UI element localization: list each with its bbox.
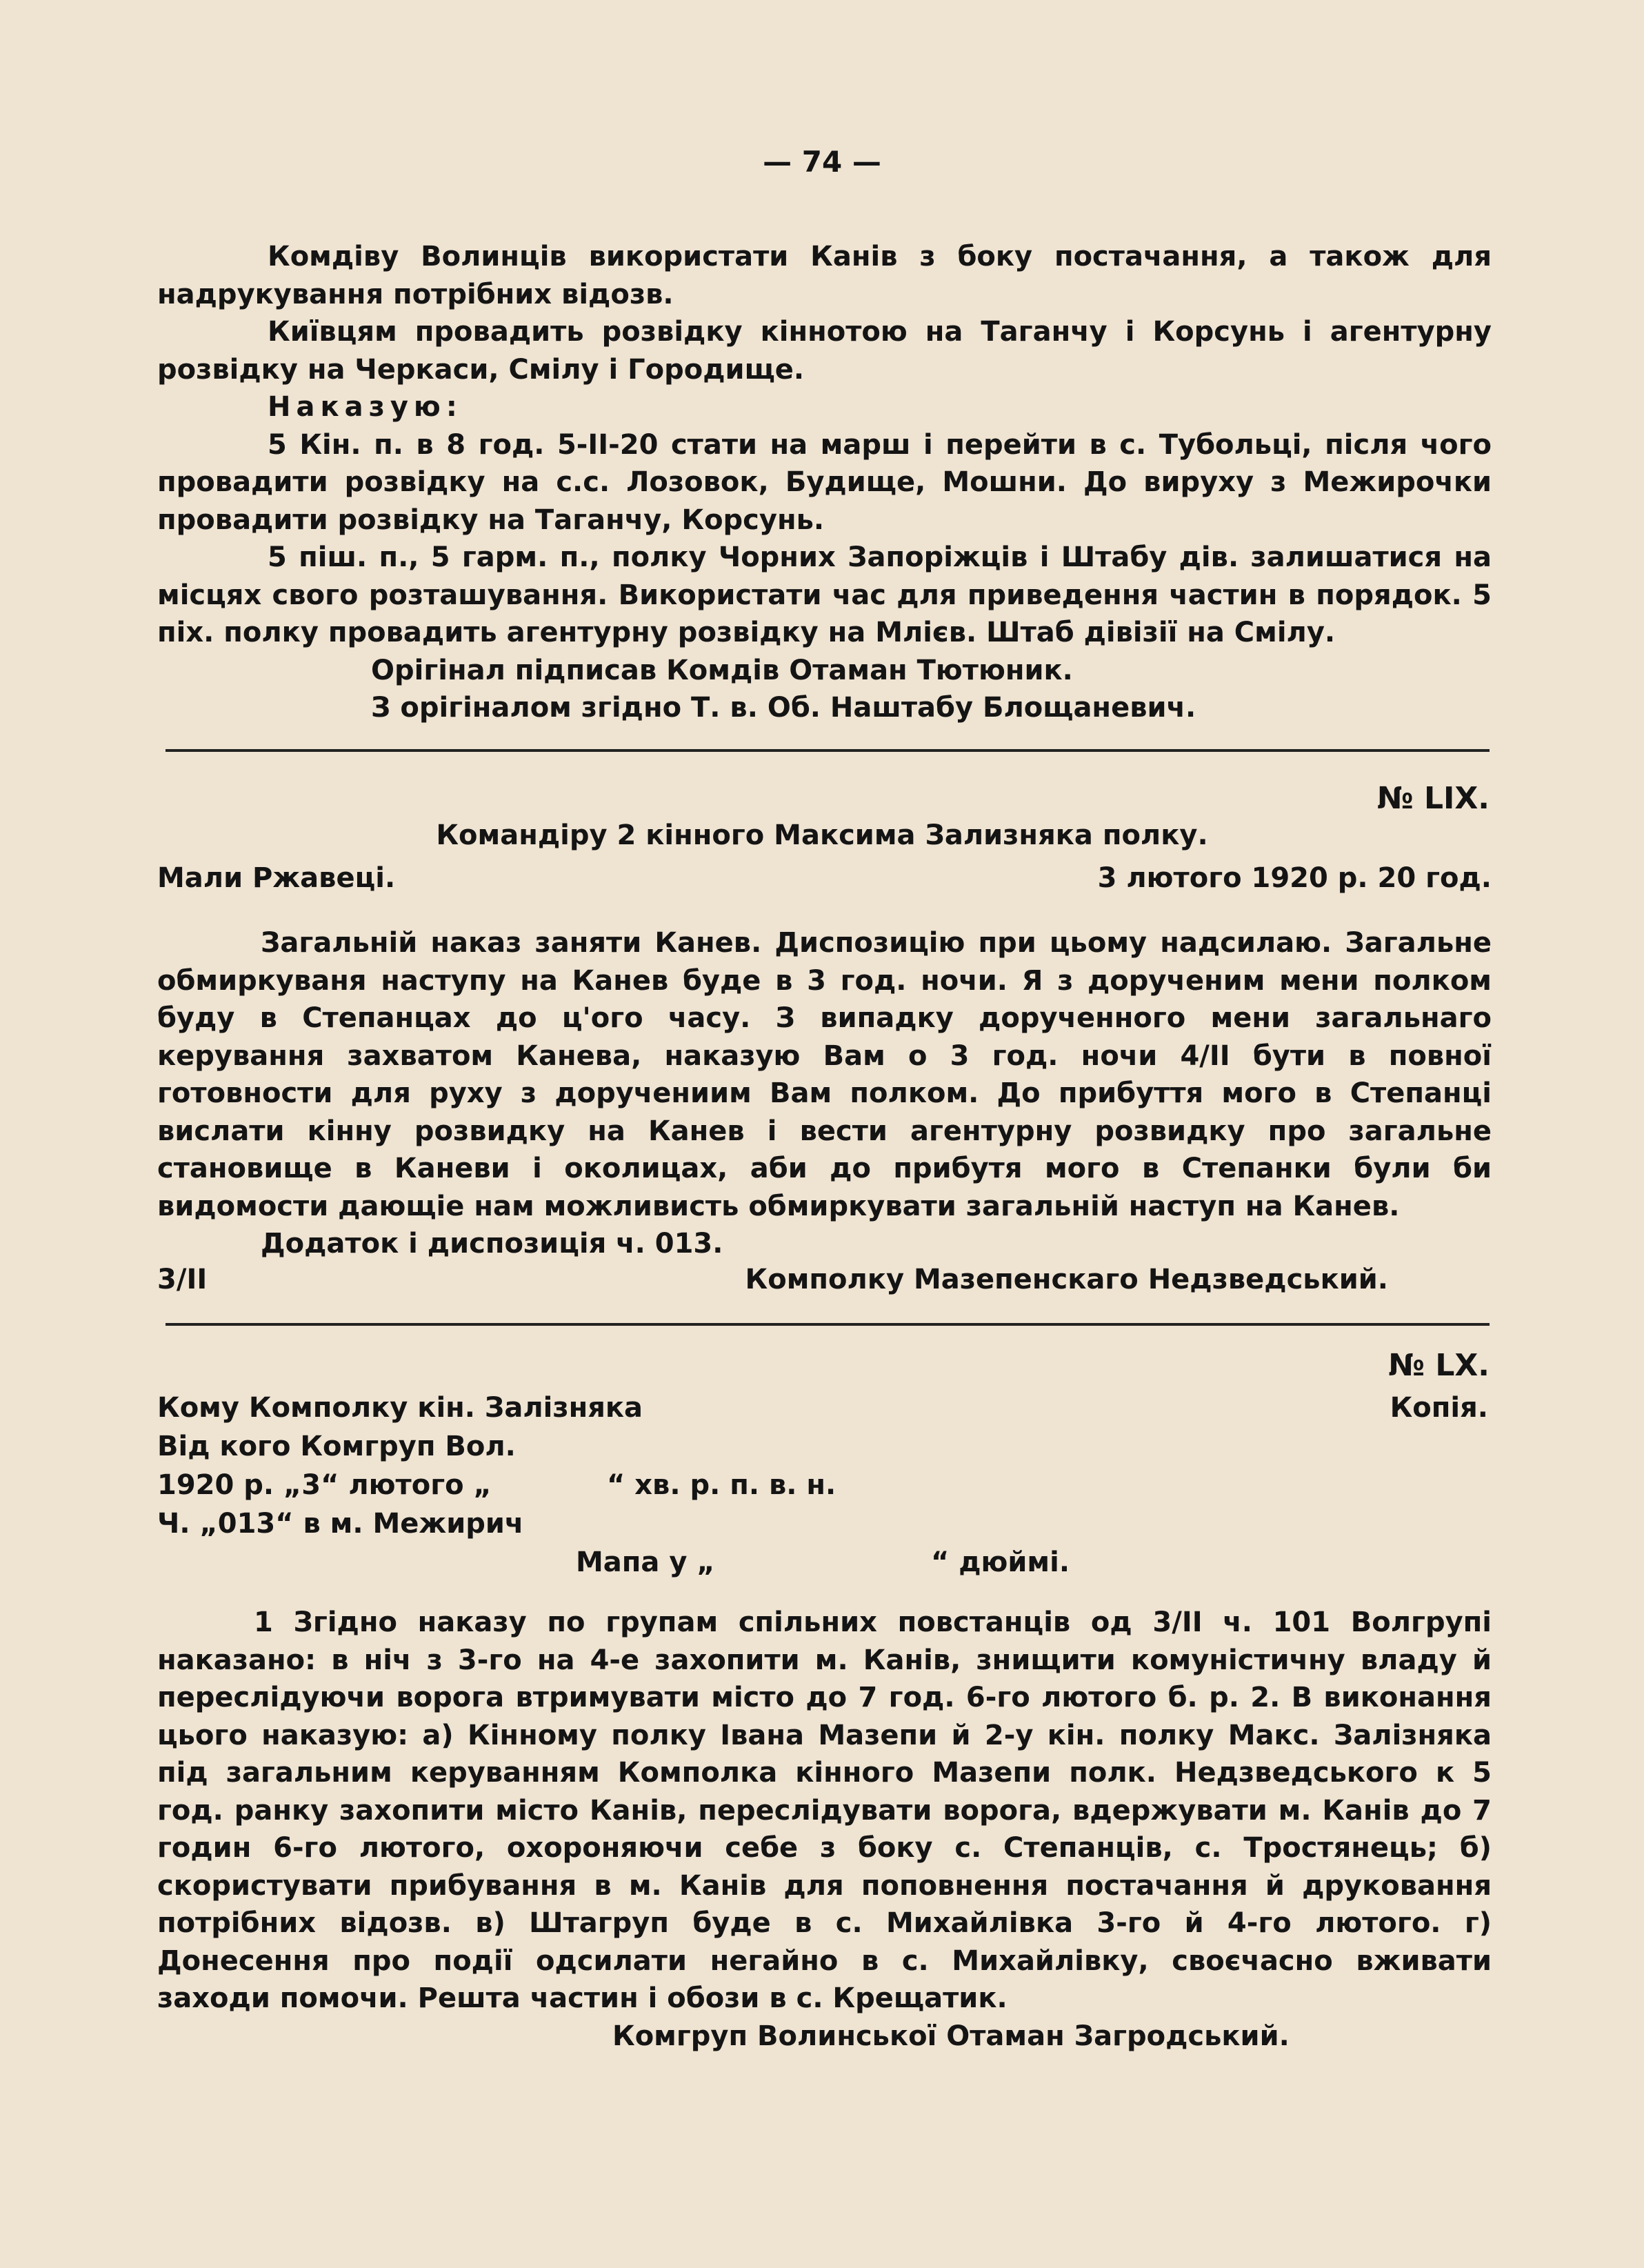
document-number: № LIX.	[1376, 781, 1490, 816]
map-line: Мапа у „	[576, 1546, 715, 1578]
place-date-row	[157, 862, 1492, 894]
order-body	[157, 1604, 1492, 2055]
paragraph: 5 піш. п., 5 гарм. п., полку Чорних Запоріжців і Штабу дів. залишатися на місцях свого розташування. Використати час для приведення частин в порядок. 5 піх. полку провадить агентурну розвідку на Млієв. Штаб дівізії на Смілу.	[157, 541, 1492, 648]
to-line: Кому Комполку кін. Залізняка	[157, 1392, 643, 1424]
date-code: 3/ІІ	[157, 1264, 208, 1295]
signature-row	[157, 1264, 1492, 1295]
order-body	[157, 924, 1492, 1263]
divider	[166, 1323, 1490, 1326]
copy-label: Копія.	[1390, 1392, 1488, 1424]
signature: Комгруп Волинської Отаман Загродський.	[612, 2020, 1290, 2052]
paragraph: Київцям провадить розвідку кіннотою на Таганчу і Корсунь і агентурну розвідку на Черкаси, Смілу і Городище.	[157, 316, 1492, 386]
paragraph: Комдіву Волинців використати Канів з боку постачання, а також для надрукування потрібних відозв.	[157, 241, 1492, 310]
date-line: 1920 р. „3“ лютого „	[157, 1469, 492, 1501]
paragraph: 5 Кін. п. в 8 год. 5-ІІ-20 стати на марш і перейти в с. Тубольці, після чого провадити розвідку на с.с. Лозовок, Будище, Мошни. До вируху з Межирочки провадити розвідку на Таганчу, Корсунь.	[157, 428, 1492, 536]
paragraph: Загальній наказ заняти Канев. Диспозицію при цьому надсилаю. Загальне обмиркуваня наступу на Канев буде в 3 год. ночи. Я з дорученим мени полком буду в Степанцах до ц'ого часу. З випадку дорученного мени загальнаго керування захватом Канева, наказую Вам о 3 год. ночи 4/ІІ бути в повної готовности для руху з доручениим Вам полком. До прибуття мого в Степанці вислати кінну розвидку на Канев і вести агентурну розвидку про загальне становище в Каневи і околицах, аби до прибутя мого в Степанки були би видомости дающіе нам можливисть обмиркувати загальній наступ на Канев.	[157, 927, 1492, 1222]
paragraph: 1 Згідно наказу по групам спільних повстанців од 3/ІІ ч. 101 Волгрупі наказано: в ніч з 3-го на 4-е захопити м. Канів, знищити комуністичну владу й переслідуючи ворога втримувати місто до 7 год. 6-го лютого б. р. 2. В виконання цього наказую: а) Кінному полку Івана Мазепи й 2-у кін. полку Макс. Залізняка під загальним керуванням Комполка кінного Мазепи полк. Недзведського к 5 год. ранку захопити місто Канів, переслідувати ворога, вдержувати м. Канів до 7 годин 6-го лютого, охороняючи себе з боку с. Степанців, с. Тростянець; б) скористувати прибування в м. Канів для поповнення постачання й друковання потрібних відозв. в) Штагруп буде в с. Михайлівка 3-го й 4-го лютого. г) Донесення про події одсилати негайно в с. Михайлівку, своєчасно вживати заходи помочи. Решта частин і обози в с. Крещатик.	[157, 1606, 1492, 2014]
signature: Комполку Мазепенскаго Недзведський.	[745, 1264, 1388, 1295]
number-line: Ч. „013“ в м. Межирич	[157, 1508, 524, 1540]
place: Мали Ржавеці.	[157, 862, 396, 894]
signature-copy: З орігіналом згідно Т. в. Об. Наштабу Блощаневич.	[371, 692, 1196, 724]
signature-original: Орігінал підписав Комдів Отаман Тютюник.	[371, 654, 1073, 686]
page-number: — 74 —	[763, 145, 881, 179]
date: 3 лютого 1920 р. 20 год.	[1097, 862, 1492, 894]
inches-line: “ дюймі.	[931, 1546, 1070, 1578]
document-number: № LX.	[1388, 1348, 1490, 1383]
order-heading: Наказую:	[268, 391, 463, 423]
time-line: “ хв. р. п. в. н.	[607, 1469, 836, 1501]
from-line: Від кого Комгруп Вол.	[157, 1431, 516, 1462]
addressee: Командіру 2 кінного Максима Зализняка полку.	[436, 819, 1208, 851]
attachment-note: Додаток і диспозиція ч. 013.	[261, 1228, 723, 1260]
divider	[166, 749, 1490, 752]
order-continuation	[157, 238, 1492, 727]
